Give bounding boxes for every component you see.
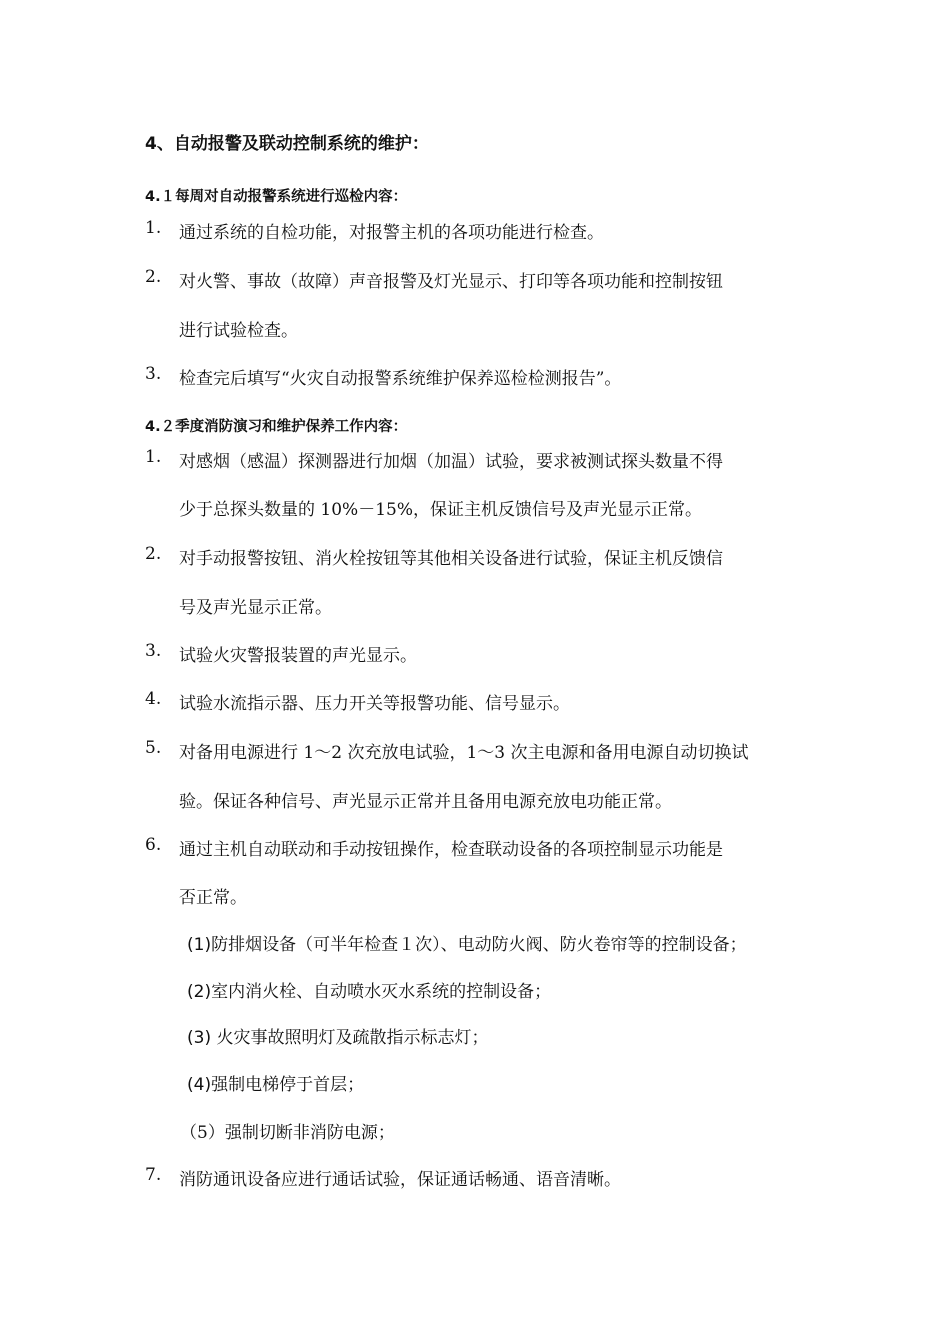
list-item-number: 1. [145,447,162,467]
list-item-number: 3. [145,641,162,661]
list-item-number: 2. [145,267,162,287]
list-item-text: 对备用电源进行 1～2 次充放电试验，1～3 次主电源和备用电源自动切换试 [179,743,749,763]
list-item-number: 5. [145,738,162,758]
list-item-number: 6. [145,835,162,855]
list-item-text: 对手动报警按钮、消火栓按钮等其他相关设备进行试验，保证主机反馈信 [179,549,723,569]
list-item-text: 检查完后填写“火灾自动报警系统维护保养巡检检测报告”。 [179,369,622,389]
list-item-text: 对火警、事故（故障）声音报警及灯光显示、打印等各项功能和控制按钮 [179,272,723,292]
list-item-text: 通过主机自动联动和手动按钮操作，检查联动设备的各项控制显示功能是 [179,840,723,860]
sub-list-item: (1)防排烟设备（可半年检查１次）、电动防火阀、防火卷帘等的控制设备； [187,935,747,955]
subsection-title-weekly: 4.１每周对自动报警系统进行巡检内容： [145,189,408,205]
subsection-title-quarterly: 4.２季度消防演习和维护保养工作内容： [145,419,408,435]
list-item-text-continued: 少于总探头数量的 10%－15%，保证主机反馈信号及声光显示正常。 [179,500,702,520]
list-item-text-continued: 进行试验检查。 [179,321,298,341]
list-item-text: 试验水流指示器、压力开关等报警功能、信号显示。 [179,694,570,714]
sub-list-item: (2)室内消火栓、自动喷水灭水系统的控制设备； [187,982,552,1002]
list-item-text: 对感烟（感温）探测器进行加烟（加温）试验，要求被测试探头数量不得 [179,452,723,472]
sub-list-item: （5）强制切断非消防电源； [180,1123,395,1143]
list-item-number: 3. [145,364,162,384]
list-item-number: 1. [145,218,162,238]
list-item-number: 2. [145,544,162,564]
sub-list-item: (4)强制电梯停于首层； [187,1075,365,1095]
list-item-text-continued: 否正常。 [179,888,247,908]
list-item-number: 7. [145,1165,162,1185]
list-item-text-continued: 号及声光显示正常。 [179,598,332,618]
list-item-text-continued: 验。保证各种信号、声光显示正常并且备用电源充放电功能正常。 [179,792,672,812]
section-heading: 4、自动报警及联动控制系统的维护： [145,134,429,154]
list-item-number: 4. [145,689,162,709]
sub-list-item: (3) 火灾事故照明灯及疏散指示标志灯； [187,1028,489,1048]
list-item-text: 通过系统的自检功能，对报警主机的各项功能进行检查。 [179,223,604,243]
list-item-text: 试验火灾警报装置的声光显示。 [179,646,417,666]
list-item-text: 消防通讯设备应进行通话试验，保证通话畅通、语音清晰。 [179,1170,621,1190]
